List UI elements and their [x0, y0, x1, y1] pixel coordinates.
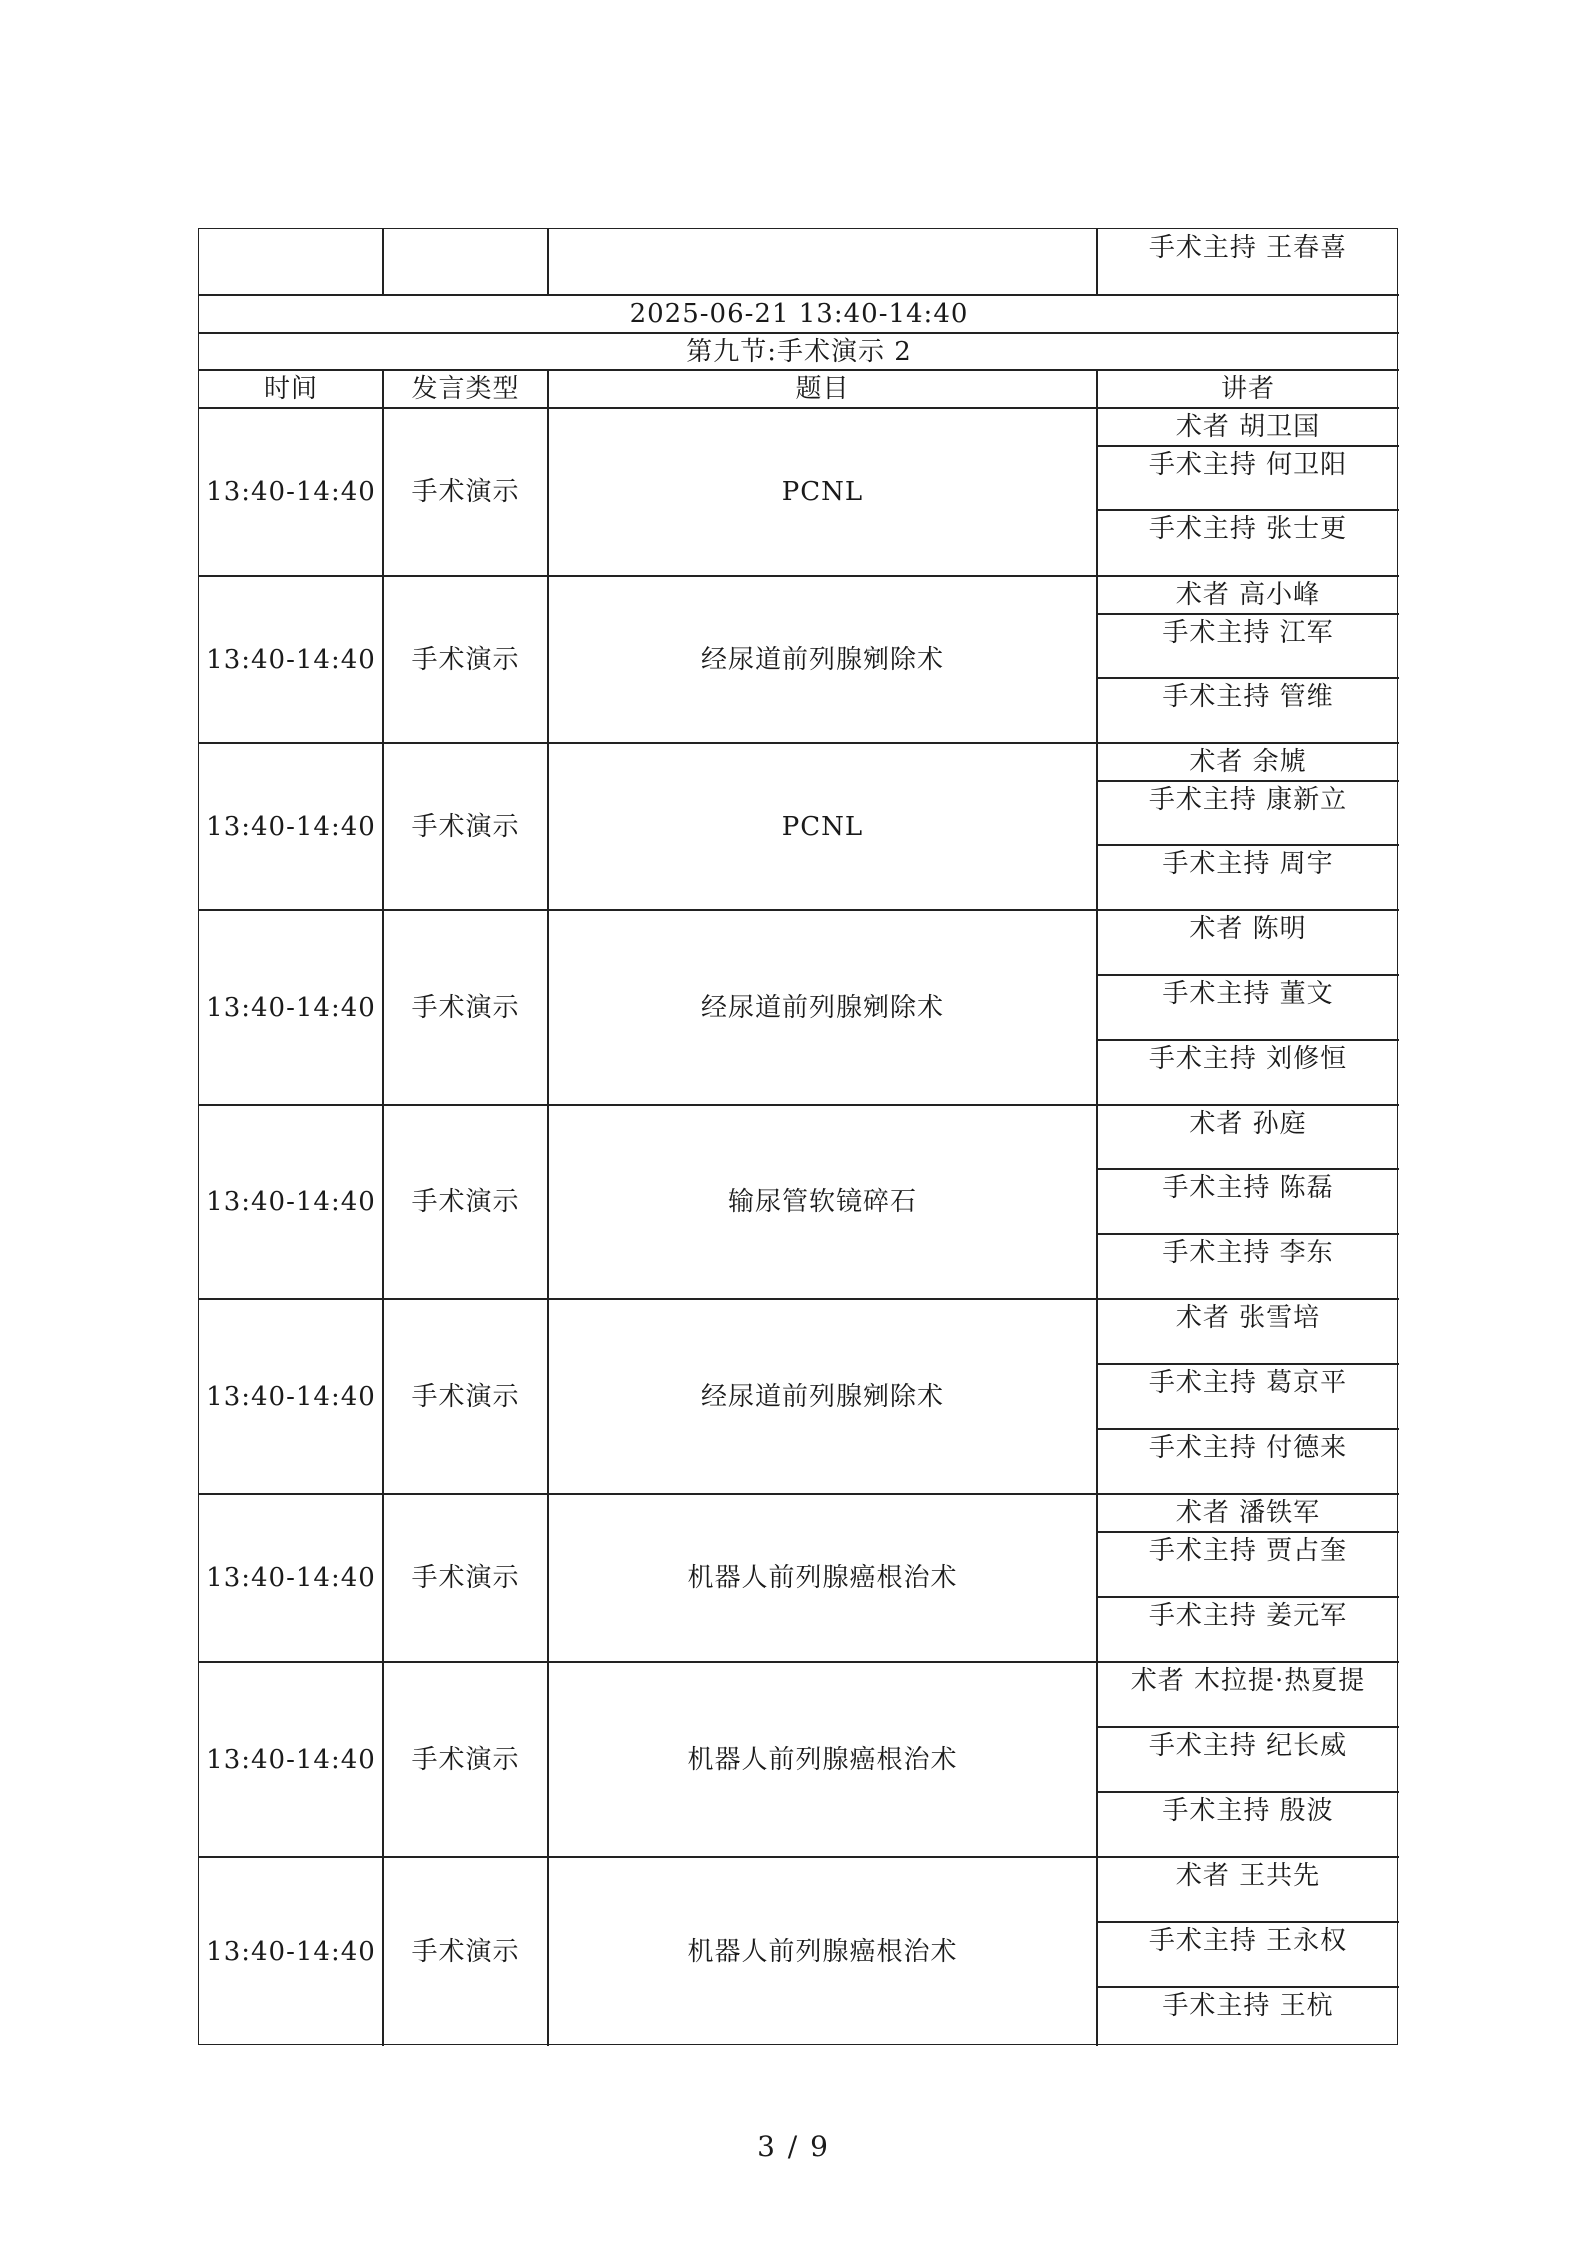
row-host: 手术主持 管维 [1162, 682, 1334, 712]
header-topic: 题目 [795, 374, 850, 404]
speaker-divider [1097, 1921, 1399, 1923]
row-time: 13:40-14:40 [206, 992, 376, 1023]
speaker-divider [1097, 1726, 1399, 1728]
row-topic: 输尿管软镜碎石 [727, 1187, 917, 1217]
row-host: 手术主持 葛京平 [1148, 1368, 1348, 1398]
row-divider [199, 1856, 1399, 1858]
speaker-divider [1097, 509, 1399, 511]
row-type: 手术演示 [411, 1744, 520, 1775]
row-divider [199, 294, 1399, 296]
row-topic: 经尿道前列腺剜除术 [700, 992, 944, 1023]
row-type: 手术演示 [411, 1187, 520, 1217]
row-host: 手术主持 张士更 [1148, 514, 1348, 544]
row-host: 手术主持 付德来 [1148, 1433, 1348, 1463]
speaker-divider [1097, 844, 1399, 846]
row-host: 手术主持 周宇 [1162, 849, 1334, 879]
row-host: 手术主持 殷波 [1162, 1796, 1334, 1826]
row-divider [199, 1298, 1399, 1300]
speaker-divider [1097, 780, 1399, 782]
row-divider [199, 1493, 1399, 1495]
row-host: 手术主持 康新立 [1148, 785, 1348, 815]
row-surgeon: 术者 胡卫国 [1175, 412, 1321, 442]
row-surgeon: 术者 潘铁军 [1175, 1498, 1321, 1528]
header-type: 发言类型 [411, 374, 520, 404]
row-topic: PCNL [781, 811, 864, 842]
row-host: 手术主持 董文 [1162, 979, 1334, 1009]
header-speakers: 讲者 [1220, 374, 1275, 404]
speaker-divider [1097, 1428, 1399, 1430]
schedule-table [198, 228, 1398, 2045]
row-surgeon: 术者 木拉提·热夏提 [1130, 1666, 1366, 1696]
row-time: 13:40-14:40 [206, 811, 376, 842]
speaker-divider [1097, 445, 1399, 447]
row-host: 手术主持 王永权 [1148, 1926, 1348, 1956]
speaker-divider [1097, 1531, 1399, 1533]
row-surgeon: 术者 陈明 [1189, 914, 1307, 944]
row-time: 13:40-14:40 [206, 644, 376, 675]
header-time: 时间 [263, 374, 318, 404]
carryover-column-divider [382, 229, 384, 295]
row-time: 13:40-14:40 [206, 1563, 376, 1593]
carryover-speaker: 手术主持 王春喜 [1148, 233, 1348, 263]
page-number: 3 / 9 [757, 2130, 830, 2163]
row-type: 手术演示 [411, 1563, 520, 1593]
speaker-divider [1097, 1039, 1399, 1041]
speaker-divider [1097, 677, 1399, 679]
row-divider [199, 369, 1399, 371]
row-host: 手术主持 姜元军 [1148, 1601, 1348, 1631]
speaker-divider [1097, 1233, 1399, 1235]
row-topic: 经尿道前列腺剜除术 [700, 644, 944, 675]
session-title: 第九节:手术演示 2 [686, 336, 912, 367]
row-topic: 机器人前列腺癌根治术 [687, 1563, 958, 1593]
row-host: 手术主持 李东 [1162, 1238, 1334, 1268]
row-divider [199, 1104, 1399, 1106]
row-divider [199, 1661, 1399, 1663]
row-type: 手术演示 [411, 992, 520, 1023]
row-surgeon: 术者 孙庭 [1189, 1109, 1307, 1139]
row-host: 手术主持 陈磊 [1162, 1173, 1334, 1203]
carryover-column-divider [547, 229, 549, 295]
row-time: 13:40-14:40 [206, 477, 376, 507]
row-type: 手术演示 [411, 811, 520, 842]
row-topic: 机器人前列腺癌根治术 [687, 1936, 958, 1967]
row-surgeon: 术者 余虓 [1189, 747, 1307, 777]
row-surgeon: 术者 王共先 [1175, 1861, 1321, 1891]
row-divider [199, 407, 1399, 409]
speaker-divider [1097, 1596, 1399, 1598]
row-time: 13:40-14:40 [206, 1744, 376, 1775]
row-type: 手术演示 [411, 1936, 520, 1967]
row-type: 手术演示 [411, 1381, 520, 1412]
row-divider [199, 742, 1399, 744]
row-topic: 经尿道前列腺剜除术 [700, 1381, 944, 1412]
row-topic: 机器人前列腺癌根治术 [687, 1744, 958, 1775]
row-host: 手术主持 刘修恒 [1148, 1044, 1348, 1074]
row-topic: PCNL [781, 477, 864, 507]
row-host: 手术主持 王杭 [1162, 1991, 1334, 2021]
speaker-divider [1097, 1363, 1399, 1365]
row-host: 手术主持 贾占奎 [1148, 1536, 1348, 1566]
speaker-divider [1097, 613, 1399, 615]
row-surgeon: 术者 高小峰 [1175, 580, 1321, 610]
speaker-divider [1097, 1791, 1399, 1793]
session-datetime: 2025-06-21 13:40-14:40 [629, 299, 969, 329]
speaker-divider [1097, 974, 1399, 976]
row-divider [199, 575, 1399, 577]
row-host: 手术主持 江军 [1162, 618, 1334, 648]
row-host: 手术主持 何卫阳 [1148, 450, 1348, 480]
row-time: 13:40-14:40 [206, 1187, 376, 1217]
row-time: 13:40-14:40 [206, 1936, 376, 1967]
speaker-divider [1097, 1168, 1399, 1170]
row-divider [199, 332, 1399, 334]
row-divider [199, 909, 1399, 911]
speaker-divider [1097, 1986, 1399, 1988]
row-time: 13:40-14:40 [206, 1381, 376, 1412]
row-host: 手术主持 纪长威 [1148, 1731, 1348, 1761]
row-type: 手术演示 [411, 644, 520, 675]
row-surgeon: 术者 张雪培 [1175, 1303, 1321, 1333]
row-type: 手术演示 [411, 477, 520, 507]
